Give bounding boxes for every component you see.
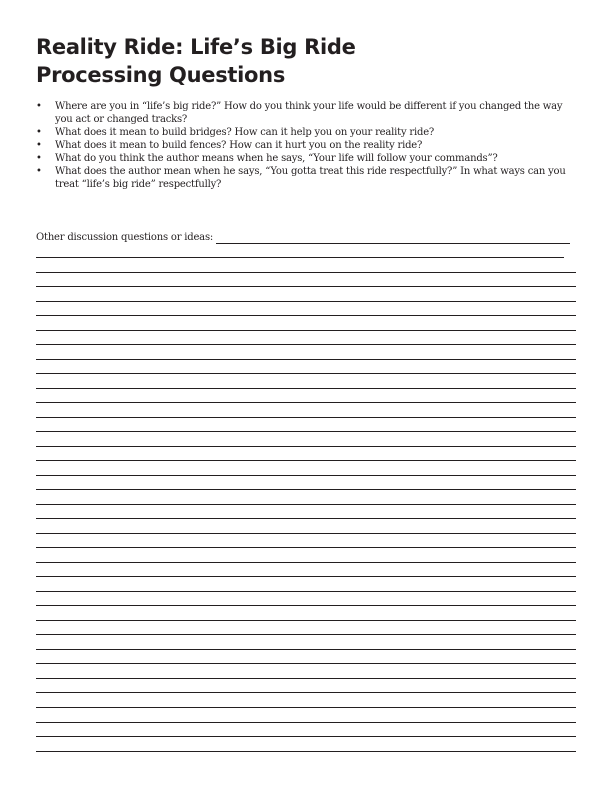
writing-line[interactable] bbox=[36, 504, 576, 519]
writing-line[interactable] bbox=[36, 620, 576, 635]
writing-line[interactable] bbox=[36, 533, 576, 548]
question-item bbox=[36, 100, 566, 126]
bullet-icon: • bbox=[36, 101, 42, 112]
question-item bbox=[36, 139, 566, 152]
writing-line[interactable] bbox=[36, 257, 564, 272]
bullet-icon: • bbox=[36, 127, 42, 138]
writing-line[interactable] bbox=[36, 388, 576, 403]
writing-line[interactable] bbox=[36, 460, 576, 475]
question-text: What do you think the author means when he says, “Your life will follow your commands”? bbox=[55, 153, 498, 164]
discussion-label-row bbox=[36, 231, 570, 244]
writing-line[interactable] bbox=[36, 663, 576, 678]
writing-line[interactable] bbox=[36, 678, 576, 693]
page-title bbox=[36, 33, 356, 89]
discussion-label: Other discussion questions or ideas: bbox=[36, 232, 214, 243]
writing-line[interactable] bbox=[36, 649, 576, 664]
question-text: What does it mean to build fences? How can it hurt you on the reality ride? bbox=[55, 140, 423, 151]
title-line-1: Reality Ride: Life’s Big Ride bbox=[36, 35, 356, 59]
writing-line[interactable] bbox=[36, 272, 576, 287]
bullet-icon: • bbox=[36, 166, 42, 177]
writing-line[interactable] bbox=[36, 707, 576, 722]
writing-lines bbox=[36, 257, 576, 765]
writing-line[interactable] bbox=[36, 605, 576, 620]
question-text: Where are you in “life’s big ride?” How do you think your life would be different if you changed the way you act or changed tracks? bbox=[55, 101, 563, 125]
writing-line[interactable] bbox=[36, 518, 576, 533]
question-item bbox=[36, 152, 566, 165]
writing-line[interactable] bbox=[36, 315, 576, 330]
writing-line[interactable] bbox=[36, 751, 576, 766]
writing-line[interactable] bbox=[36, 736, 576, 751]
writing-line[interactable] bbox=[36, 344, 576, 359]
writing-line[interactable] bbox=[36, 373, 576, 388]
question-item bbox=[36, 126, 566, 139]
question-text: What does the author mean when he says, “You gotta treat this ride respectfully?” In what ways can you treat “life’s big ride” respectfully? bbox=[55, 166, 566, 190]
writing-line[interactable] bbox=[36, 489, 576, 504]
writing-line[interactable] bbox=[36, 547, 576, 562]
writing-line[interactable] bbox=[36, 692, 576, 707]
writing-line[interactable] bbox=[36, 634, 576, 649]
writing-line[interactable] bbox=[36, 359, 576, 374]
discussion-first-line[interactable] bbox=[216, 232, 570, 244]
writing-line[interactable] bbox=[36, 431, 576, 446]
bullet-icon: • bbox=[36, 153, 42, 164]
bullet-icon: • bbox=[36, 140, 42, 151]
writing-line[interactable] bbox=[36, 286, 576, 301]
writing-line[interactable] bbox=[36, 417, 576, 432]
processing-questions-list bbox=[36, 100, 566, 191]
writing-line[interactable] bbox=[36, 475, 576, 490]
question-text: What does it mean to build bridges? How can it help you on your reality ride? bbox=[55, 127, 435, 138]
question-item bbox=[36, 165, 566, 191]
writing-line[interactable] bbox=[36, 402, 576, 417]
writing-line[interactable] bbox=[36, 576, 576, 591]
title-line-2: Processing Questions bbox=[36, 63, 286, 87]
writing-line[interactable] bbox=[36, 591, 576, 606]
writing-line[interactable] bbox=[36, 446, 576, 461]
writing-line[interactable] bbox=[36, 330, 576, 345]
writing-line[interactable] bbox=[36, 562, 576, 577]
writing-line[interactable] bbox=[36, 301, 576, 316]
writing-line[interactable] bbox=[36, 722, 576, 737]
